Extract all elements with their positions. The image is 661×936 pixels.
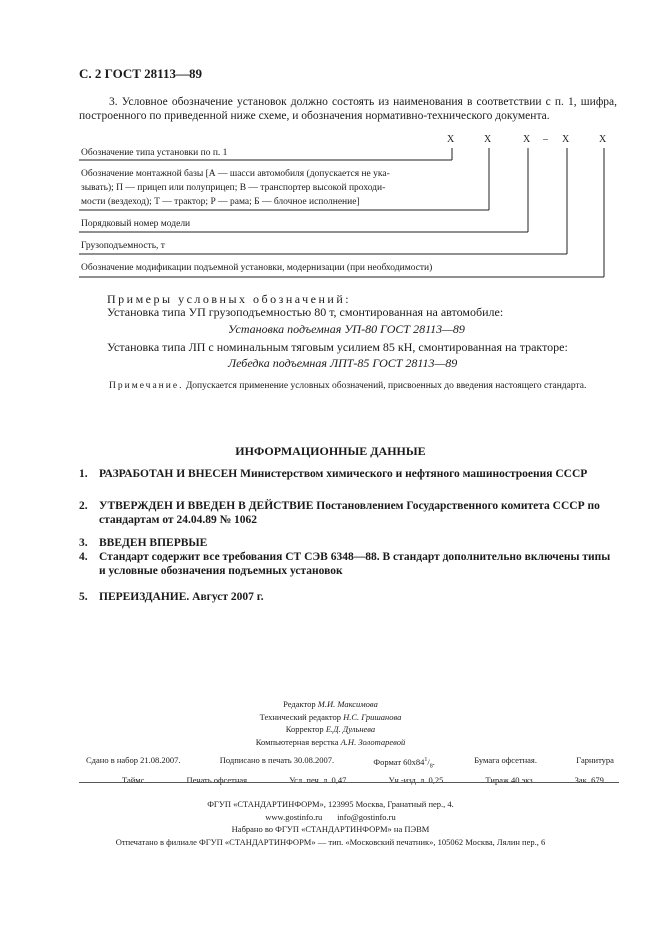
scheme-row-base-line1: Обозначение монтажной базы [А — шасси автомобиля (допускается не ука- bbox=[81, 169, 390, 179]
uch-izd: Уч.-изд. л. 0,25. bbox=[388, 774, 446, 785]
typeface: Гарнитура bbox=[576, 755, 614, 765]
info-item-text: УТВЕРЖДЕН И ВВЕДЕН В ДЕЙСТВИЕ Постановлением Государственного комитета СССР по стандартам от 24.04.89 № 1062 bbox=[99, 500, 600, 526]
scheme-row-model: Порядковый номер модели bbox=[81, 219, 191, 229]
scheme-row-type: Обозначение типа установки по п. 1 bbox=[81, 148, 228, 158]
info-item-number: 2. bbox=[79, 500, 88, 512]
page-header: С. 2 ГОСТ 28113—89 bbox=[79, 66, 202, 81]
publisher-footer bbox=[0, 798, 661, 848]
scheme-x4: Х bbox=[562, 134, 570, 145]
credits bbox=[0, 698, 661, 748]
scheme-x3: Х bbox=[523, 134, 531, 145]
paragraph-3: 3. Условное обозначение установок должно состоять из наименования в соответствии с п. 1, шифра, построенного по приведенной ниже схеме, и обозначения нормативно-технического документа. bbox=[79, 96, 617, 122]
corrector-label: Корректор bbox=[285, 724, 324, 734]
designation-scheme bbox=[79, 134, 619, 284]
note-text: Допускается применение условных обозначений, присвоенных до введения настоящего стандарта. bbox=[183, 381, 587, 391]
info-title: ИНФОРМАЦИОННЫЕ ДАННЫЕ bbox=[235, 444, 426, 458]
scheme-row-modification: Обозначение модификации подъемной установки, модернизации (при необходимости) bbox=[81, 263, 433, 273]
footer-line-contacts bbox=[0, 811, 661, 824]
format: Формат $60х84^1/_8$. bbox=[373, 756, 435, 770]
layout-name: А.Н. Золотаревой bbox=[340, 736, 406, 747]
tech-editor-label: Технический редактор bbox=[259, 711, 341, 722]
zak: Зак. 679. bbox=[574, 774, 606, 785]
footer-line-printed: Отпечатано в филиале ФГУП «СТАНДАРТИНФОРМ» — тип. «Московский печатник», 105062 Москва, Лялин пер., 6 bbox=[115, 836, 546, 847]
tech-editor-name: Н.С. Гришанова bbox=[343, 711, 402, 722]
info-item-text: РАЗРАБОТАН И ВНЕСЕН Министерством химического и нефтяного машиностроения СССР bbox=[99, 468, 588, 480]
website-link[interactable]: www.gostinfo.ru bbox=[265, 811, 323, 822]
info-item-number: 3. bbox=[79, 537, 88, 549]
footer-line-typeset: Набрано во ФГУП «СТАНДАРТИНФОРМ» на ПЭВМ bbox=[231, 824, 430, 834]
editor-label: Редактор bbox=[283, 699, 316, 709]
info-item-text: ПЕРЕИЗДАНИЕ. Август 2007 г. bbox=[99, 591, 264, 603]
corrector-name: Е.Д. Дульнева bbox=[325, 724, 376, 734]
info-item-text: Стандарт содержит все требования СТ СЭВ 6348—88. В стандарт дополнительно включены типы и условные обозначения подъемных установок bbox=[99, 551, 611, 577]
note bbox=[79, 379, 617, 393]
info-item-text: ВВЕДЕН ВПЕРВЫЕ bbox=[99, 537, 208, 549]
scheme-x5: Х bbox=[599, 134, 607, 145]
scheme-row-base-line2: зывать); П — прицеп или полуприцеп; В — транспортер высокой проходи- bbox=[81, 183, 386, 193]
print-type: Печать офсетная. bbox=[186, 774, 250, 785]
info-item-number: 5. bbox=[79, 591, 88, 603]
footer-line-address: ФГУП «СТАНДАРТИНФОРМ», 123995 Москва, Гранатный пер., 4. bbox=[207, 799, 454, 809]
editor-name: М.И. Максимова bbox=[317, 699, 378, 709]
scheme-dash: – bbox=[543, 134, 548, 145]
note-label: Примечание. bbox=[109, 381, 184, 391]
examples-heading: Примеры условных обозначений: bbox=[107, 292, 352, 306]
tirazh: Тираж 40 экз. bbox=[485, 774, 535, 785]
scheme-row-base-line3: мости (вездеход); Т — трактор; Р — рама; Б — блочное исполнение] bbox=[81, 197, 360, 207]
info-item-number: 4. bbox=[79, 551, 88, 563]
example-1-text: Установка типа УП грузоподъемностью 80 т, смонтированная на автомобиле: bbox=[107, 305, 504, 319]
example-1-code: Установка подъемная УП-80 ГОСТ 28113—89 bbox=[228, 322, 465, 336]
format-value: Формат 60х84 bbox=[373, 756, 425, 767]
usl-pech: Усл. печ. л. 0,47. bbox=[289, 774, 349, 785]
info-item-number: 1. bbox=[79, 468, 88, 480]
scheme-row-capacity: Грузоподъемность, т bbox=[81, 241, 165, 251]
scheme-x1: Х bbox=[447, 134, 455, 145]
example-2-code: Лебедка подъемная ЛПТ-85 ГОСТ 28113—89 bbox=[228, 356, 458, 370]
scheme-x2: Х bbox=[484, 134, 492, 145]
sent-date: Сдано в набор 21.08.2007. bbox=[86, 755, 181, 765]
email-link[interactable]: info@gostinfo.ru bbox=[337, 811, 396, 822]
layout-label: Компьютерная верстка bbox=[255, 736, 339, 747]
paper: Бумага офсетная. bbox=[474, 755, 537, 765]
signed-date: Подписано в печать 30.08.2007. bbox=[219, 755, 335, 765]
times: Таймс. bbox=[122, 774, 147, 785]
example-2-text: Установка типа ЛП с номинальным тяговым усилием 85 кН, смонтированная на тракторе: bbox=[107, 340, 568, 354]
footer-divider bbox=[79, 782, 619, 783]
